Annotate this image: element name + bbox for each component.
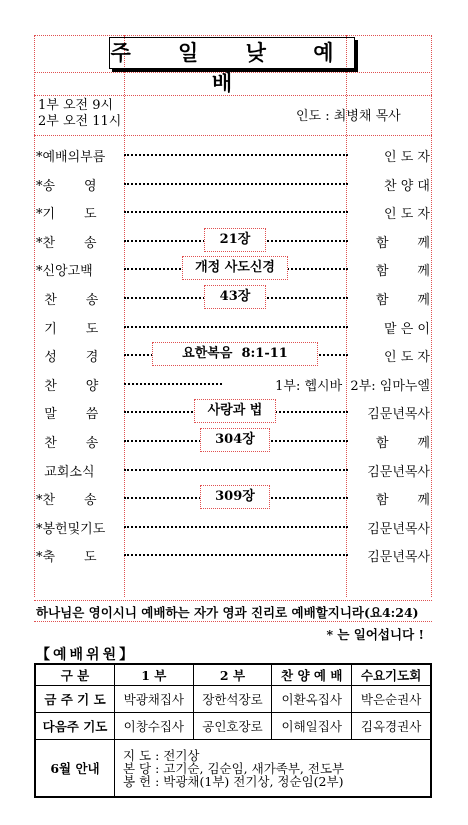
table-cell: 이해일집사 xyxy=(272,713,352,740)
order-item-leader: 김문년목사 xyxy=(367,407,430,423)
order-item-name: *송 영 xyxy=(36,178,97,194)
order-item-name: *기 도 xyxy=(36,207,97,223)
order-item-leader: 찬 양 대 xyxy=(384,178,430,194)
notice-content xyxy=(115,740,432,798)
row-label: 다음주 기도 xyxy=(35,713,115,740)
table-cell: 김옥경권사 xyxy=(352,713,431,740)
order-item-detail: 304장 xyxy=(200,428,270,452)
order-item-leader: 맡 은 이 xyxy=(384,321,430,337)
header-cell: 수요기도회 xyxy=(352,664,431,686)
header-cell: 찬 양 예 배 xyxy=(272,664,352,686)
order-item-leader: 김문년목사 xyxy=(367,550,430,566)
table-cell: 박은순권사 xyxy=(352,686,431,713)
order-row xyxy=(34,340,432,368)
dotted-leader xyxy=(124,554,348,556)
order-item-leader: 함 께 xyxy=(375,264,430,280)
notice-line: 본 당 : 고기순, 김순임, 새가족부, 전도부 xyxy=(123,760,345,776)
order-row xyxy=(34,426,432,454)
order-item-name: *봉헌및기도 xyxy=(36,521,106,537)
service-times xyxy=(38,98,121,130)
header-cell: 구 분 xyxy=(35,664,115,686)
order-item-name: *찬 송 xyxy=(36,493,97,509)
order-item-detail: 사랑과 법 xyxy=(194,399,276,423)
order-item-leader: 김문년목사 xyxy=(367,464,430,480)
order-item-name: *축 도 xyxy=(36,550,97,566)
order-row xyxy=(34,540,432,568)
header-cell: 2 부 xyxy=(193,664,272,686)
order-item-name: 성 경 xyxy=(36,350,99,366)
order-item-leader: 함 께 xyxy=(375,493,430,509)
order-row xyxy=(34,197,432,225)
order-item-name: 말 씀 xyxy=(36,407,99,423)
committee-table xyxy=(34,663,432,798)
order-row xyxy=(34,312,432,340)
table-row xyxy=(35,686,431,713)
order-row xyxy=(34,512,432,540)
notice-row xyxy=(35,740,431,798)
table-cell: 이환옥집사 xyxy=(272,686,352,713)
stand-note: * 는 일어섭니다 ! xyxy=(326,627,424,642)
dotted-leader xyxy=(124,469,348,471)
dotted-leader xyxy=(124,526,348,528)
dotted-leader xyxy=(124,154,348,156)
order-item-leader: 인 도 자 xyxy=(384,350,430,366)
order-row xyxy=(34,369,432,397)
order-item-name: 찬 송 xyxy=(36,436,99,451)
table-cell: 장한석장로 xyxy=(193,686,272,713)
order-item-leader: 1부: 헵시바 2부: 임마누엘 xyxy=(275,378,430,394)
order-item-name: *찬 송 xyxy=(36,235,97,251)
order-item-detail: 요한복음 8:1-11 xyxy=(152,342,318,366)
order-row xyxy=(34,283,432,311)
order-item-leader: 함 께 xyxy=(375,235,430,251)
order-row xyxy=(34,226,432,254)
order-row xyxy=(34,254,432,282)
order-item-detail: 43장 xyxy=(204,285,266,309)
order-item-leader: 인 도 자 xyxy=(384,207,430,223)
notice-line: 봉 헌 : 박광채(1부) 전기상, 정순임(2부) xyxy=(123,773,344,789)
order-item-name: 교회소식 xyxy=(36,464,95,480)
order-item-detail: 21장 xyxy=(204,228,266,252)
notice-line: 지 도 : 전기상 xyxy=(123,747,200,763)
guide-line xyxy=(34,135,432,136)
dotted-leader xyxy=(124,326,348,328)
dotted-leader xyxy=(124,183,348,185)
guide-line xyxy=(34,35,432,36)
order-item-leader: 함 께 xyxy=(375,436,430,451)
order-row xyxy=(34,397,432,425)
order-item-name: *신앙고백 xyxy=(36,264,93,280)
dotted-leader xyxy=(124,211,348,213)
order-item-detail: 개정 사도신경 xyxy=(182,256,288,280)
table-header-row xyxy=(35,664,431,686)
row-label: 금 주 기 도 xyxy=(35,686,115,713)
order-row xyxy=(34,483,432,511)
table-row xyxy=(35,713,431,740)
dotted-leader xyxy=(124,383,222,385)
order-item-leader: 함 께 xyxy=(375,293,430,308)
order-item-name: *예배의부름 xyxy=(36,150,106,165)
committee-title: 【예배위원】 xyxy=(36,647,137,663)
service-time-1: 1부 오전 9시 xyxy=(38,98,114,113)
page-title: 주 일 낮 예 배 xyxy=(109,37,355,69)
notice-label: 6월 안내 xyxy=(35,740,115,798)
header-cell: 1 부 xyxy=(115,664,194,686)
order-item-leader: 김문년목사 xyxy=(367,521,430,537)
table-cell: 이창수집사 xyxy=(115,713,194,740)
leader-text: 인도 : 최병채 목사 xyxy=(296,109,401,124)
order-item-name: 기 도 xyxy=(36,321,99,337)
order-row xyxy=(34,140,432,168)
order-item-name: 찬 양 xyxy=(36,378,99,394)
order-item-name: 찬 송 xyxy=(36,293,99,308)
bulletin-page xyxy=(34,35,432,825)
order-row xyxy=(34,169,432,197)
order-item-detail: 309장 xyxy=(200,485,270,509)
table-cell: 박광채집사 xyxy=(115,686,194,713)
service-time-2: 2부 오전 11시 xyxy=(38,114,122,129)
scripture-verse: 하나님은 영이시니 예배하는 자가 영과 진리로 예배할지니라(요4:24) xyxy=(36,605,419,620)
order-row xyxy=(34,455,432,483)
order-item-leader: 인 도 자 xyxy=(384,150,430,165)
table-cell: 공인호장로 xyxy=(193,713,272,740)
